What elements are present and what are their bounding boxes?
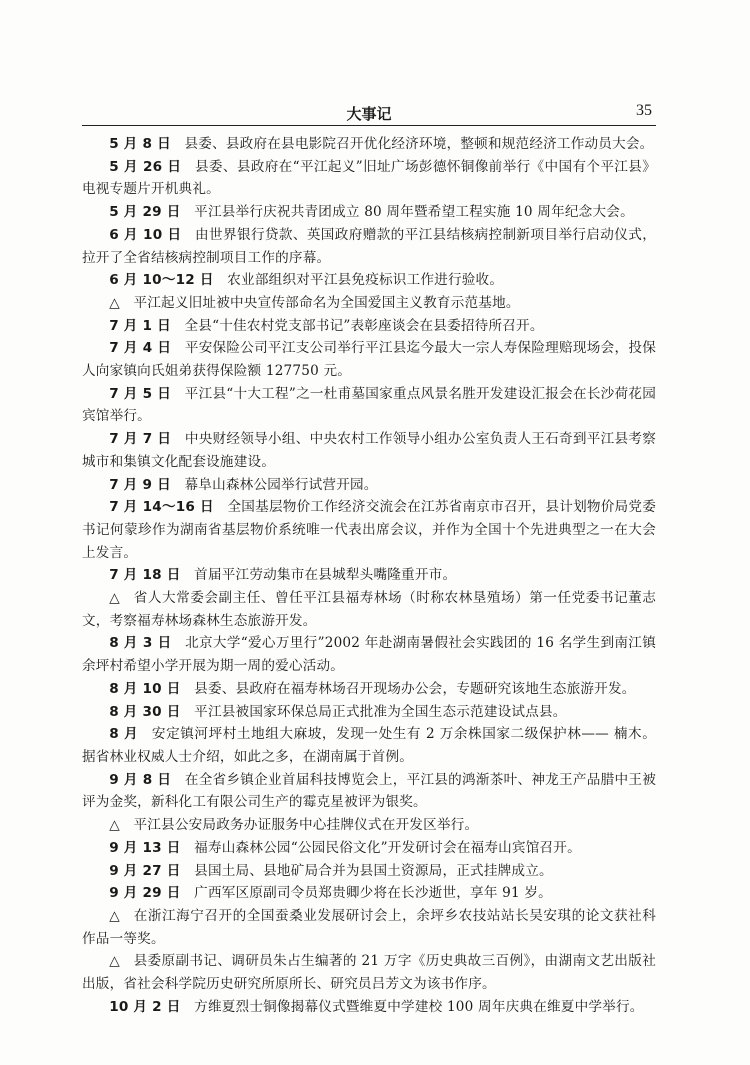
entry-text: 省人大常委会副主任、曾任平江县福寿林场（时称农林垦殖场）第一任党委书记董志文，考察福寿林场森林生态旅游开发。	[82, 590, 656, 629]
chronicle-entry	[82, 814, 656, 837]
entry-text: 县委、县政府在“平江起义”旧址广场彭德怀铜像前举行《中国有个平江县》电视专题片开机典礼。	[82, 158, 656, 198]
entry-text: 全国基层物价工作经济交流会在江苏省南京市召开，县计划物价局党委书记何蒙珍作为湖南省基层物价系统唯一代表出席会议，并作为全国十个先进典型之一在大会上发言。	[82, 499, 656, 561]
chronicle-entry	[82, 769, 656, 814]
entry-date: 5 月 8 日	[109, 136, 171, 152]
entry-text: 中央财经领导小组、中央农村工作领导小组办公室负责人王石奇到平江县考察城市和集镇文化配套设施建设。	[82, 431, 656, 470]
triangle-marker: △	[109, 294, 120, 311]
chronicle-entry	[82, 587, 656, 632]
chronicle-entry	[82, 905, 656, 950]
chronicle-entry	[82, 337, 656, 382]
running-title: 大事记	[346, 105, 392, 123]
chronicle-entry	[82, 133, 656, 156]
entry-date: 7 月 1 日	[109, 317, 171, 334]
entry-date: 8 月	[109, 726, 139, 743]
entry-date: 9 月 13 日	[109, 839, 181, 856]
entry-text: 平江县举行庆祝共青团成立 80 周年暨希望工程实施 10 周年纪念大会。	[194, 204, 634, 221]
chronicle-entry	[82, 632, 656, 677]
entry-date: 8 月 30 日	[109, 703, 181, 720]
entry-text: 农业部组织对平江县免疫标识工作进行验收。	[227, 272, 504, 289]
entry-date: 6 月 10～12 日	[109, 272, 214, 289]
chronicle-entry	[82, 496, 656, 564]
chronicle-entry	[82, 156, 656, 201]
entry-date: 5 月 26 日	[109, 158, 182, 175]
chronicle-entry	[82, 701, 656, 724]
entry-text: 平江县公安局政务办证服务中心挂牌仪式在开发区举行。	[133, 817, 479, 834]
entry-date: 9 月 8 日	[109, 771, 172, 788]
chronicle-entry	[82, 678, 656, 701]
chronicle-entry	[82, 383, 656, 428]
triangle-marker: △	[109, 590, 121, 607]
triangle-marker: △	[109, 953, 121, 970]
entry-date: 7 月 5 日	[109, 385, 172, 402]
entry-date: 10 月 2 日	[109, 998, 181, 1015]
entry-text: 全县“十佳农村党支部书记”表彰座谈会在县委招待所召开。	[184, 317, 544, 334]
entry-text: 首届平江劳动集市在县城犁头嘴隆重开市。	[194, 567, 457, 584]
chronicle-entry	[82, 860, 656, 883]
entry-text: 方维夏烈士铜像揭幕仪式暨维夏中学建校 100 周年庆典在维夏中学举行。	[194, 998, 644, 1015]
entry-text: 北京大学“爱心万里行”2002 年赴湖南暑假社会实践团的 16 名学生到南江镇余坪村希望小学开展为期一周的爱心活动。	[82, 635, 656, 675]
triangle-marker: △	[109, 907, 121, 924]
entry-date: 7 月 7 日	[109, 431, 172, 448]
entry-date: 9 月 29 日	[109, 885, 181, 902]
entry-text: 平江起义旧址被中央宣传部命名为全国爱国主义教育示范基地。	[133, 294, 520, 311]
chronicle-entry	[82, 269, 656, 292]
entry-date: 7 月 9 日	[109, 476, 171, 493]
entry-date: 9 月 27 日	[109, 862, 181, 879]
entry-date: 7 月 4 日	[109, 340, 172, 357]
chronicle-entry	[82, 292, 656, 315]
entry-text: 平江县“十大工程”之一杜甫墓国家重点风景名胜开发建设汇报会在长沙荷花园宾馆举行。	[82, 385, 656, 425]
entry-text: 县国土局、县地矿局合并为县国土资源局，正式挂牌成立。	[194, 862, 553, 879]
entry-date: 6 月 10 日	[109, 226, 182, 243]
entry-text: 县委原副书记、调研员朱占生编著的 21 万字《历史典故三百例》，由湖南文艺出版社出版，省社会科学院历史研究所原所长、研究员吕芳文为该书作序。	[82, 953, 657, 993]
chronicle-entry	[82, 428, 656, 473]
chronicle-entry	[82, 882, 656, 905]
page-header	[82, 101, 656, 126]
triangle-marker: △	[109, 817, 120, 834]
page-number: 35	[636, 102, 652, 119]
chronicle-entry	[82, 201, 656, 224]
chronicle-entry	[82, 950, 656, 995]
entry-text: 由世界银行贷款、英国政府赠款的平江县结核病控制新项目举行启动仪式，拉开了全省结核病控制项目工作的序幕。	[82, 226, 656, 266]
entry-text: 安定镇河坪村土地组大麻坡，发现一处生有 2 万余株国家二级保护林—— 楠木。据省林业权威人士介绍，如此之多，在湖南属于首例。	[82, 726, 656, 765]
chronicle-entry	[82, 564, 656, 587]
chronicle-entry	[82, 837, 656, 860]
chronicle-entry	[82, 224, 656, 269]
chronicle-entry	[82, 723, 656, 768]
entry-date: 7 月 18 日	[109, 567, 181, 584]
entry-date: 7 月 14～16 日	[109, 499, 214, 516]
entry-date: 8 月 10 日	[109, 680, 181, 697]
entry-text: 平安保险公司平江支公司举行平江县迄今最大一宗人寿保险理赔现场会，投保人向家镇向氏姐弟获得保险额 127750 元。	[82, 340, 656, 380]
entry-date: 5 月 29 日	[109, 204, 181, 221]
entry-text: 平江县被国家环保总局正式批准为全国生态示范建设试点县。	[194, 703, 567, 720]
chronicle-entries	[82, 133, 656, 1018]
entry-date: 8 月 3 日	[109, 635, 172, 652]
chronicle-entry	[82, 474, 656, 497]
chronicle-entry	[82, 996, 656, 1019]
entry-text: 县委、县政府在福寿林场召开现场办公会，专题研究该地生态旅游开发。	[194, 680, 636, 697]
entry-text: 广西军区原副司令员郑贵卿少将在长沙逝世，享年 91 岁。	[194, 885, 552, 902]
entry-text: 幕阜山森林公园举行试营开园。	[184, 476, 378, 493]
entry-text: 在浙江海宁召开的全国蚕桑业发展研讨会上，余坪乡农技站站长吴安琪的论文获社科作品一等奖。	[82, 907, 656, 947]
entry-text: 县委、县政府在县电影院召开优化经济环境，整顿和规范经济工作动员大会。	[184, 136, 654, 152]
entry-text: 在全省乡镇企业首届科技博览会上，平江县的鸿渐茶叶、神龙王产品腊中王被评为金奖，新科化工有限公司生产的霉克星被评为银奖。	[82, 771, 656, 811]
chronicle-entry	[82, 315, 656, 338]
entry-text: 福寿山森林公园“公园民俗文化”开发研讨会在福寿山宾馆召开。	[194, 839, 581, 856]
